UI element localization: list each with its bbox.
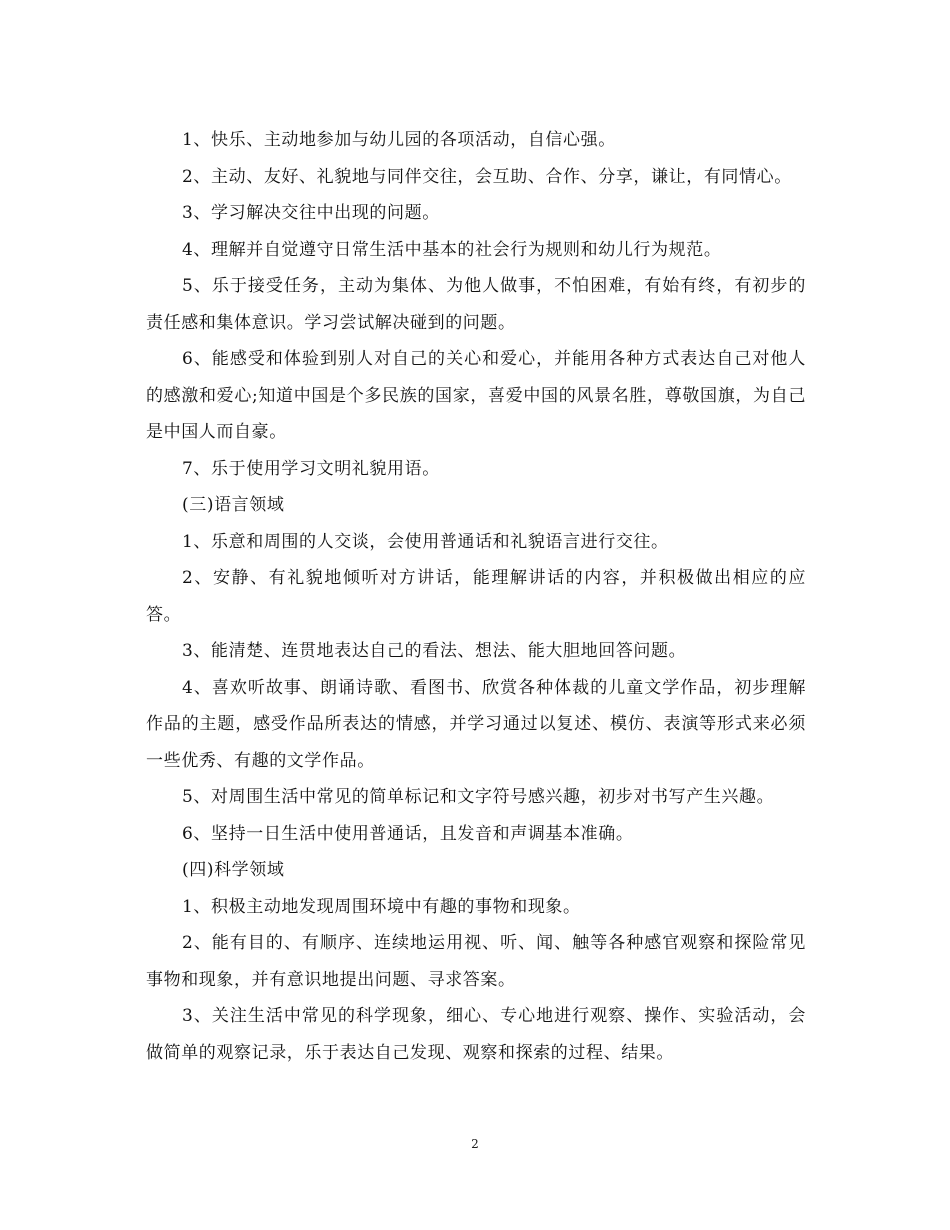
paragraph: 7、乐于使用学习文明礼貌用语。: [182, 458, 440, 479]
paragraph: 4、理解并自觉遵守日常生活中基本的社会行为规则和幼儿行为规范。: [182, 239, 722, 260]
paragraph: 3、能清楚、连贯地表达自己的看法、想法、能大胆地回答问题。: [182, 641, 687, 661]
paragraph: 2、能有目的、有顺序、连续地运用视、听、闻、触等各种感官观察和探险常见事物和现象，并有意识地提出问题、寻求答案。: [146, 933, 806, 990]
paragraph: 4、喜欢听故事、朗诵诗歌、看图书、欣赏各种体裁的儿童文学作品，初步理解作品的主题，感受作品所表达的情感，并学习通过以复述、模仿、表演等形式来必须一些优秀、有趣的文学作品。: [146, 677, 806, 771]
paragraph: 3、关注生活中常见的科学现象，细心、专心地进行观察、操作、实验活动，会做简单的观察记录，乐于表达自己发现、观察和探索的过程、结果。: [146, 1006, 806, 1063]
document-body: [146, 122, 806, 1071]
paragraph: 1、积极主动地发现周围环境中有趣的事物和现象。: [182, 896, 581, 917]
paragraph: 2、主动、友好、礼貌地与同伴交往，会互助、合作、分享，谦让，有同情心。: [182, 166, 792, 187]
section-heading-language: (三)语言领域: [182, 495, 285, 515]
paragraph: 1、乐意和周围的人交谈，会使用普通话和礼貌语言进行交往。: [182, 531, 669, 552]
paragraph: 2、安静、有礼貌地倾听对方讲话，能理解讲话的内容，并积极做出相应的应答。: [146, 568, 806, 625]
paragraph: 3、学习解决交往中出现的问题。: [182, 203, 440, 223]
paragraph: 5、乐于接受任务，主动为集体、为他人做事，不怕困难，有始有终，有初步的责任感和集体意识。学习尝试解决碰到的问题。: [146, 276, 806, 333]
paragraph: 1、快乐、主动地参加与幼儿园的各项活动，自信心强。: [182, 130, 616, 150]
page-number: 2: [471, 1137, 479, 1151]
paragraph: 5、对周围生活中常见的简单标记和文字符号感兴趣，初步对书写产生兴趣。: [182, 787, 775, 807]
paragraph: 6、坚持一日生活中使用普通话，且发音和声调基本准确。: [182, 823, 634, 844]
section-heading-science: (四)科学领域: [182, 860, 285, 880]
paragraph: 6、能感受和体验到别人对自己的关心和爱心，并能用各种方式表达自己对他人的感激和爱心;知道中国是个多民族的国家，喜爱中国的风景名胜，尊敬国旗，为自己是中国人而自豪。: [146, 349, 806, 442]
